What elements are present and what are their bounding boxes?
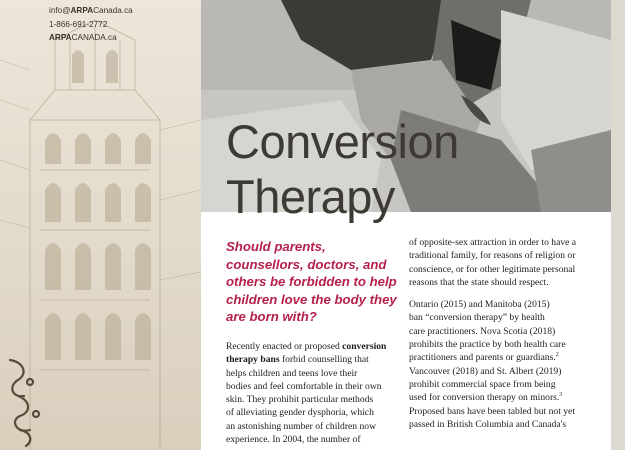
question-line: counsellors, doctors, and [226,256,387,272]
body-line: Ontario (2015) and Manitoba (2015) [409,299,550,311]
body-line: helps children and teens love their [226,367,358,379]
email-prefix: info@ [49,6,71,15]
pull-question [226,238,401,326]
body-line: prohibits the practice by both health care [409,339,566,351]
sidebar-background [0,0,201,450]
body-line: bodies and feel comfortable in their own [226,380,382,392]
footnote-marker[interactable]: 3 [559,392,563,399]
body-text: forbid counselling that [279,354,369,366]
body-column-right [409,236,576,431]
body-line: passed in British Columbia and Canada's [409,418,567,430]
title-line-2: Therapy [226,170,395,223]
body-line: skin. They prohibit particular methods [226,394,374,406]
body-line: reasons that the state should respect. [409,276,549,288]
body-line: an astonishing number of children now [226,420,377,432]
contact-website[interactable] [49,31,133,45]
body-line: Proposed bans have been tabled but not yet [409,405,575,417]
body-text: Recently enacted or proposed [226,341,343,352]
right-edge-strip [611,0,625,450]
question-line: others be forbidden to help [226,274,397,289]
ornament-flourish [0,352,60,450]
body-line: of opposite-sex attraction in order to have a [409,237,577,248]
website-suffix: CANADA.ca [71,33,117,43]
paragraph-gap [409,289,576,298]
email-suffix: Canada.ca [93,6,133,15]
body-line: experience. In 2004, the number of [226,434,361,446]
body-text: used for conversion therapy on minors. [409,392,560,404]
title-line-1: Conversion [226,115,459,168]
contact-phone: 1-866-691-2772 [49,19,108,29]
body-text: practitioners and parents or guardians. [409,352,556,364]
body-line: ban “conversion therapy” by health [409,312,545,324]
body-line: Vancouver (2018) and St. Albert (2019) [409,365,562,377]
body-column-left [226,340,386,446]
body-line: of alleviating gender dysphoria, which [226,407,374,419]
question-line: children love the body they [226,291,397,307]
email-brand: ARPA [70,6,94,15]
body-line: care practitioners. Nova Scotia (2018) [409,325,556,337]
body-line: traditional family, for reasons of religion or [409,250,576,262]
body-line [226,340,386,353]
contact-email[interactable] [49,4,133,18]
body-line: prohibit commercial space from being [409,378,556,390]
contact-info [49,4,133,45]
body-emphasis: therapy bans [226,354,280,366]
body-line [226,353,386,366]
footnote-marker[interactable]: 2 [555,352,559,359]
body-emphasis: conversion [342,341,387,352]
body-line: conscience, or for other legitimate personal [409,263,576,275]
body-line [409,391,576,404]
body-line [409,351,576,364]
website-brand: ARPA [49,33,72,43]
question-line: Should parents, [226,239,326,254]
page-title [226,114,459,224]
question-line: are born with? [226,309,317,324]
